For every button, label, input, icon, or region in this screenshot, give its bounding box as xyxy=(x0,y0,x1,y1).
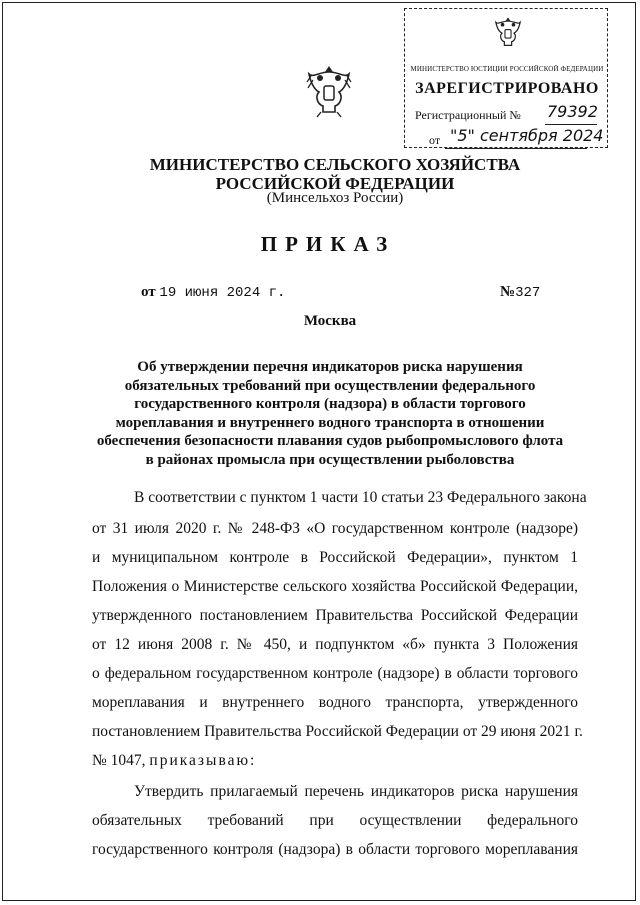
stamp-ministry: МИНИСТЕРСТВО ЮСТИЦИИ РОССИЙСКОЙ ФЕДЕРАЦИИ xyxy=(410,65,604,73)
body-line-start: № 1047, xyxy=(92,752,146,769)
stamp-date-underline xyxy=(445,148,587,149)
body-line: от 12 июня 2008 г. № 450, и подпунктом «б» пункта 3 Положения xyxy=(92,636,578,653)
order-date-value: 19 июня 2024 г. xyxy=(159,285,286,301)
stamp-reg-date: "5" сентября 2024 xyxy=(450,126,604,145)
body-line: от 31 июля 2020 г. № 248-ФЗ «О государственном контроле (надзоре) xyxy=(92,520,578,537)
order-date-prefix: от xyxy=(141,284,156,300)
stamp-reg-label: Регистрационный № xyxy=(415,108,521,122)
body-line: мореплавания и внутреннего водного транспорта, утвержденного xyxy=(92,694,578,711)
registration-stamp xyxy=(404,8,608,148)
ministry-title-line2: РОССИЙСКОЙ ФЕДЕРАЦИИ xyxy=(215,174,455,193)
body-line: В соответствии с пунктом 1 части 10 статьи 23 Федерального закона xyxy=(134,489,587,506)
body-line: обязательных требований при осуществлении федерального xyxy=(92,812,578,829)
body-line: утвержденного постановлением Правительства Российской Федерации xyxy=(92,607,578,624)
body-line: и муниципальном контроле в Российской Федерации», пунктом 1 xyxy=(92,549,578,566)
directive-word: приказываю: xyxy=(149,752,257,769)
body-line-last xyxy=(92,752,578,770)
stamp-date-prefix: от xyxy=(429,133,441,147)
subject-line: обеспечения безопасности плавания судов рыбопромыслового флота xyxy=(96,433,564,449)
stamp-emblem-icon xyxy=(493,15,523,49)
subject-line: Об утверждении перечня индикаторов риска нарушения xyxy=(137,359,523,375)
ministry-title-line1: МИНИСТЕРСТВО СЕЛЬСКОГО ХОЗЯЙСТВА xyxy=(149,155,521,174)
subject-line: мореплавания и внутреннего водного транспорта в отношении xyxy=(115,414,545,431)
order-title: ПРИКАЗ xyxy=(260,232,396,256)
order-number xyxy=(500,284,540,301)
ministry-short-name: (Минсельхоз России) xyxy=(266,190,404,206)
ministry-title xyxy=(0,155,640,193)
body-line: о федеральном государственном контроле (надзоре) в области торгового xyxy=(92,665,578,682)
body-line: Положения о Министерстве сельского хозяйства Российской Федерации, xyxy=(92,578,578,595)
order-subject xyxy=(80,358,580,469)
body-line: постановлением Правительства Российской Федерации от 29 июня 2021 г. xyxy=(92,723,583,740)
stamp-number-underline xyxy=(545,124,597,125)
subject-line: в районах промысла при осуществлении рыболовства xyxy=(145,451,515,468)
order-date xyxy=(141,284,285,301)
coat-of-arms-emblem xyxy=(305,62,353,118)
stamp-reg-number: 79392 xyxy=(547,102,598,121)
order-number-prefix: № xyxy=(500,284,516,300)
body-line: государственного контроля (надзора) в области торгового мореплавания xyxy=(92,841,578,858)
subject-line: обязательных требований при осуществлении федерального xyxy=(124,377,536,394)
order-number-value: 327 xyxy=(515,285,541,301)
order-city: Москва xyxy=(303,313,357,329)
stamp-status: ЗАРЕГИСТРИРОВАНО xyxy=(415,80,599,97)
subject-line: государственного контроля (надзора) в области торгового xyxy=(134,396,526,412)
body-line: Утвердить прилагаемый перечень индикаторов риска нарушения xyxy=(134,783,578,800)
